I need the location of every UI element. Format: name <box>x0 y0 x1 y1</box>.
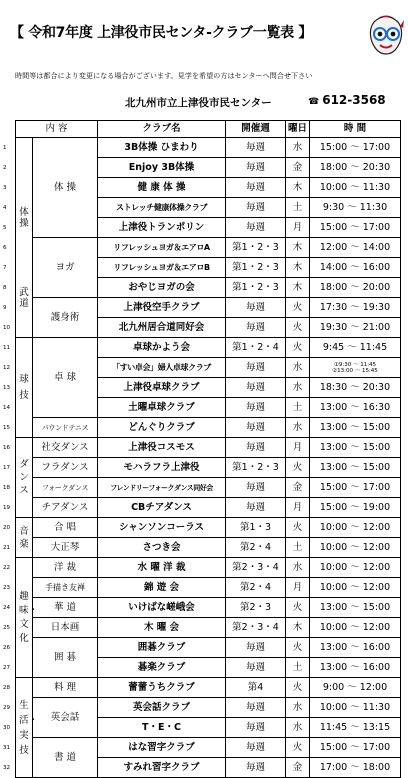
table-row <box>16 498 401 518</box>
club-time: 17:30 ～ 19:30 <box>310 298 401 318</box>
club-day: 火 <box>286 458 310 478</box>
row-number: 28 <box>3 684 10 691</box>
row-number: 4 <box>3 204 7 211</box>
row-number: 16 <box>3 444 10 451</box>
club-day: 金 <box>286 478 310 498</box>
club-time: 10:00 ～ 12:00 <box>310 558 401 578</box>
sub-pound: パウンドテニス <box>33 418 98 438</box>
table-row <box>16 618 401 638</box>
club-day: 水 <box>286 138 310 158</box>
club-day: 土 <box>286 198 310 218</box>
row-number: 25 <box>3 624 10 631</box>
table-row <box>16 518 401 538</box>
table-row <box>16 558 401 578</box>
row-number: 21 <box>3 544 10 551</box>
table-row <box>16 738 401 758</box>
club-name: 上津役トランポリン <box>98 218 226 238</box>
club-freq: 第2・3 <box>226 598 286 618</box>
club-time: 13:00 ～ 15:00 <box>310 418 401 438</box>
club-time: 13:00 ～ 15:00 <box>310 598 401 618</box>
table-row <box>16 678 401 698</box>
club-name: リフレッシュヨガ＆エアロB <box>98 258 226 278</box>
club-name: どんぐりクラブ <box>98 418 226 438</box>
club-day: 木 <box>286 278 310 298</box>
table-row <box>16 438 401 458</box>
club-time: 15:00 ～ 17:00 <box>310 138 401 158</box>
club-name: 蕾蕾うちクラブ <box>98 678 226 698</box>
row-number: 6 <box>3 244 7 251</box>
club-time: 13:00 ～ 16:00 <box>310 638 401 658</box>
club-freq: 第2・3・4 <box>226 558 286 578</box>
club-name: 英会話クラブ <box>98 698 226 718</box>
club-day: 火 <box>286 318 310 338</box>
table-row <box>16 538 401 558</box>
mascot-icon <box>367 14 405 58</box>
sub-tegaki: 手描き友禅 <box>33 578 98 598</box>
row-number: 32 <box>3 764 10 771</box>
sub-social: 社交ダンス <box>33 438 98 458</box>
club-day: 火 <box>286 678 310 698</box>
row-number: 24 <box>3 604 10 611</box>
row-number: 18 <box>3 484 10 491</box>
club-freq: 毎週 <box>226 358 286 378</box>
row-number: 26 <box>3 644 10 651</box>
club-time: 18:00 ～ 20:00 <box>310 278 401 298</box>
club-day: 水 <box>286 558 310 578</box>
row-number: 17 <box>3 464 10 471</box>
club-time: 10:00 ～ 11:30 <box>310 178 401 198</box>
club-name: 「すい卓会」婦人卓球クラブ <box>98 358 226 378</box>
row-number: 30 <box>3 724 10 731</box>
club-freq: 毎週 <box>226 298 286 318</box>
club-freq: 毎週 <box>226 758 286 778</box>
club-time: 9:30 ～ 11:30 <box>310 198 401 218</box>
phone-number <box>308 93 386 107</box>
sub-taiso: 体 操 <box>33 138 98 238</box>
sub-takkyu: 卓 球 <box>33 338 98 418</box>
table-row <box>16 578 401 598</box>
club-freq: 第2・4 <box>226 578 286 598</box>
club-name: ストレッチ健康体操クラブ <box>98 198 226 218</box>
row-number: 14 <box>3 404 10 411</box>
club-time: 11:45 ～ 13:15 <box>310 718 401 738</box>
club-name: 卓球かよう会 <box>98 338 226 358</box>
category-practical: 生活・実技 <box>19 699 39 756</box>
club-freq: 毎週 <box>226 658 286 678</box>
category-hobby: 趣味・文化 <box>19 590 39 644</box>
club-freq: 毎週 <box>226 498 286 518</box>
header-day: 曜日 <box>286 121 310 138</box>
row-numbers <box>0 0 14 771</box>
phone-icon: ☎ <box>308 97 320 107</box>
table-row <box>16 238 401 258</box>
club-time: 10:00 ～ 11:30 <box>310 698 401 718</box>
club-day: 水 <box>286 698 310 718</box>
club-day: 木 <box>286 178 310 198</box>
club-name: いけばな嵯峨会 <box>98 598 226 618</box>
organization-name: 北九州市立上津役市民センター <box>125 97 272 109</box>
sub-folk: フォークダンス <box>33 478 98 498</box>
club-freq: 毎週 <box>226 318 286 338</box>
club-name: 錦 遊 会 <box>98 578 226 598</box>
club-day: 水 <box>286 378 310 398</box>
club-time: 13:00 ～ 15:00 <box>310 438 401 458</box>
row-number: 9 <box>3 304 7 311</box>
club-name: 木 曜 会 <box>98 618 226 638</box>
sub-eikaiwa: 英会話 <box>33 698 98 738</box>
club-time: 18:00 ～ 20:30 <box>310 158 401 178</box>
club-day: 火 <box>286 518 310 538</box>
row-number: 22 <box>3 564 10 571</box>
sub-ryori: 料 理 <box>33 678 98 698</box>
club-freq: 第1・3 <box>226 518 286 538</box>
row-number: 19 <box>3 504 10 511</box>
header-freq: 開催週 <box>226 121 286 138</box>
header-time: 時 間 <box>310 121 401 138</box>
sub-yoga: ヨガ <box>33 238 98 298</box>
club-freq: 毎週 <box>226 438 286 458</box>
row-number: 2 <box>3 164 7 171</box>
club-freq: 毎週 <box>226 378 286 398</box>
club-time-1: ①9:30 ～ 11:45 <box>333 361 377 368</box>
category-exercise: 体操 <box>19 206 29 229</box>
sub-igo: 囲 碁 <box>33 638 98 678</box>
phone-digits: 612-3568 <box>322 93 386 107</box>
table-row <box>16 138 401 158</box>
club-freq: 毎週 <box>226 638 286 658</box>
club-name: 北九州居合道同好会 <box>98 318 226 338</box>
club-freq: 毎週 <box>226 398 286 418</box>
table-row <box>16 698 401 718</box>
club-time: 13:00 ～ 15:00 <box>310 458 401 478</box>
sub-taisho: 大正琴 <box>33 538 98 558</box>
club-name: フレンドリーフォークダンス同好会 <box>98 478 226 498</box>
row-number: 11 <box>3 344 10 351</box>
header-content: 内 容 <box>16 121 98 138</box>
club-day: 月 <box>286 498 310 518</box>
club-freq: 毎週 <box>226 718 286 738</box>
club-time: 14:00 ～ 16:00 <box>310 258 401 278</box>
club-name: おやじヨガの会 <box>98 278 226 298</box>
category-budo: 武道 <box>19 286 29 309</box>
row-number: 23 <box>3 584 10 591</box>
club-freq: 毎週 <box>226 478 286 498</box>
club-day: 火 <box>286 598 310 618</box>
club-day: 水 <box>286 358 310 378</box>
club-day: 土 <box>286 398 310 418</box>
club-time: 15:00 ～ 17:00 <box>310 218 401 238</box>
club-freq: 毎週 <box>226 218 286 238</box>
row-number: 3 <box>3 184 7 191</box>
club-time: 10:00 ～ 12:00 <box>310 518 401 538</box>
club-day: 月 <box>286 438 310 458</box>
club-time: 18:30 ～ 20:30 <box>310 378 401 398</box>
category-music: 音楽 <box>19 525 29 550</box>
table-row <box>16 338 401 358</box>
club-day: 木 <box>286 258 310 278</box>
sub-kado: 華 道 <box>33 598 98 618</box>
row-number: 20 <box>3 524 10 531</box>
club-day: 火 <box>286 738 310 758</box>
club-time <box>310 358 401 378</box>
club-name: モハラフラ上津役 <box>98 458 226 478</box>
club-name: 水 曜 洋 裁 <box>98 558 226 578</box>
club-time: 15:00 ～ 19:00 <box>310 498 401 518</box>
sub-hula: フラダンス <box>33 458 98 478</box>
table-row <box>16 598 401 618</box>
club-name: はな習字クラブ <box>98 738 226 758</box>
club-freq: 第2・3・4 <box>226 618 286 638</box>
club-name: CBチアダンス <box>98 498 226 518</box>
category-ball: 球技 <box>19 373 29 401</box>
club-freq: 第1・2・3 <box>226 258 286 278</box>
sub-yosai: 洋 裁 <box>33 558 98 578</box>
club-time: 19:30 ～ 21:00 <box>310 318 401 338</box>
club-time: 13:00 ～ 16:00 <box>310 658 401 678</box>
sub-chorus: 合 唱 <box>33 518 98 538</box>
club-name: 3B体操 ひまわり <box>98 138 226 158</box>
club-name: さつき会 <box>98 538 226 558</box>
club-day: 金 <box>286 158 310 178</box>
club-name: T・E・C <box>98 718 226 738</box>
club-freq: 第1・2・3 <box>226 458 286 478</box>
club-freq: 第4 <box>226 678 286 698</box>
club-name: 土曜卓球クラブ <box>98 398 226 418</box>
club-freq: 第1・2・4 <box>226 338 286 358</box>
club-freq: 毎週 <box>226 198 286 218</box>
club-time: 15:00 ～ 17:00 <box>310 478 401 498</box>
club-day: 土 <box>286 658 310 678</box>
row-number: 31 <box>3 744 10 751</box>
header-club: クラブ名 <box>98 121 226 138</box>
club-time: 10:00 ～ 12:00 <box>310 578 401 598</box>
club-time: 15:00 ～ 17:00 <box>310 738 401 758</box>
row-number: 7 <box>3 264 7 271</box>
club-name: 健 康 体 操 <box>98 178 226 198</box>
club-day: 火 <box>286 298 310 318</box>
club-freq: 毎週 <box>226 178 286 198</box>
row-number: 8 <box>3 284 7 291</box>
club-day: 月 <box>286 218 310 238</box>
club-name: すみれ習字クラブ <box>98 758 226 778</box>
club-day: 水 <box>286 418 310 438</box>
club-time: 13:00 ～ 16:30 <box>310 398 401 418</box>
club-name: 囲碁クラブ <box>98 638 226 658</box>
row-number: 27 <box>3 664 10 671</box>
club-freq: 第2・4 <box>226 538 286 558</box>
club-time: 10:00 ～ 12:00 <box>310 538 401 558</box>
table-row <box>16 418 401 438</box>
club-freq: 毎週 <box>226 138 286 158</box>
row-number: 13 <box>3 384 10 391</box>
club-time: 9:45 ～ 11:45 <box>310 338 401 358</box>
table-row <box>16 298 401 318</box>
table-row <box>16 458 401 478</box>
club-time: 10:00 ～ 12:00 <box>310 618 401 638</box>
club-freq: 第1・2・3 <box>226 238 286 258</box>
table-row <box>16 638 401 658</box>
club-name: 上津役コスモス <box>98 438 226 458</box>
sub-nihonga: 日本画 <box>33 618 98 638</box>
row-number: 12 <box>3 364 10 371</box>
club-name: Enjoy 3B体操 <box>98 158 226 178</box>
category-dance: ダンス <box>19 459 29 496</box>
page-title: 【 令和7年度 上津役市民センタ-クラブ一覧表 】 <box>10 25 313 41</box>
table-row <box>16 478 401 498</box>
club-freq: 毎週 <box>226 158 286 178</box>
club-day: 火 <box>286 338 310 358</box>
row-number: 5 <box>3 224 7 231</box>
club-day: 火 <box>286 638 310 658</box>
club-name: 上津役空手クラブ <box>98 298 226 318</box>
club-name: 碁楽クラブ <box>98 658 226 678</box>
table-header-row <box>16 121 401 138</box>
club-name: シャンソンコーラス <box>98 518 226 538</box>
club-day: 木 <box>286 238 310 258</box>
sub-goshin: 護身術 <box>33 298 98 338</box>
club-day: 土 <box>286 538 310 558</box>
sub-shodo: 書 道 <box>33 738 98 778</box>
club-time: 9:00 ～ 12:00 <box>310 678 401 698</box>
row-number: 29 <box>3 704 10 711</box>
club-time: 12:00 ～ 14:00 <box>310 238 401 258</box>
club-freq: 第1・2・3 <box>226 278 286 298</box>
sub-cheer: チアダンス <box>33 498 98 518</box>
club-freq: 毎週 <box>226 698 286 718</box>
notice-text: 時間等は都合により変更になる場合がございます。見学を希望の方はセンターへ問合せ下さい <box>15 72 313 80</box>
club-day: 水 <box>286 718 310 738</box>
club-name: 上津役卓球クラブ <box>98 378 226 398</box>
row-number: 15 <box>3 424 10 431</box>
club-day: 金 <box>286 758 310 778</box>
club-day: 木 <box>286 618 310 638</box>
club-time-2: ②13:00 ～ 15:45 <box>332 367 378 374</box>
club-time: 17:00 ～ 18:00 <box>310 758 401 778</box>
row-number: 10 <box>3 324 10 331</box>
club-freq: 毎週 <box>226 738 286 758</box>
club-freq: 毎週 <box>226 418 286 438</box>
club-name: リフレッシュヨガ＆エアロA <box>98 238 226 258</box>
club-table <box>15 120 401 778</box>
row-number: 1 <box>3 144 7 151</box>
club-day: 月 <box>286 578 310 598</box>
